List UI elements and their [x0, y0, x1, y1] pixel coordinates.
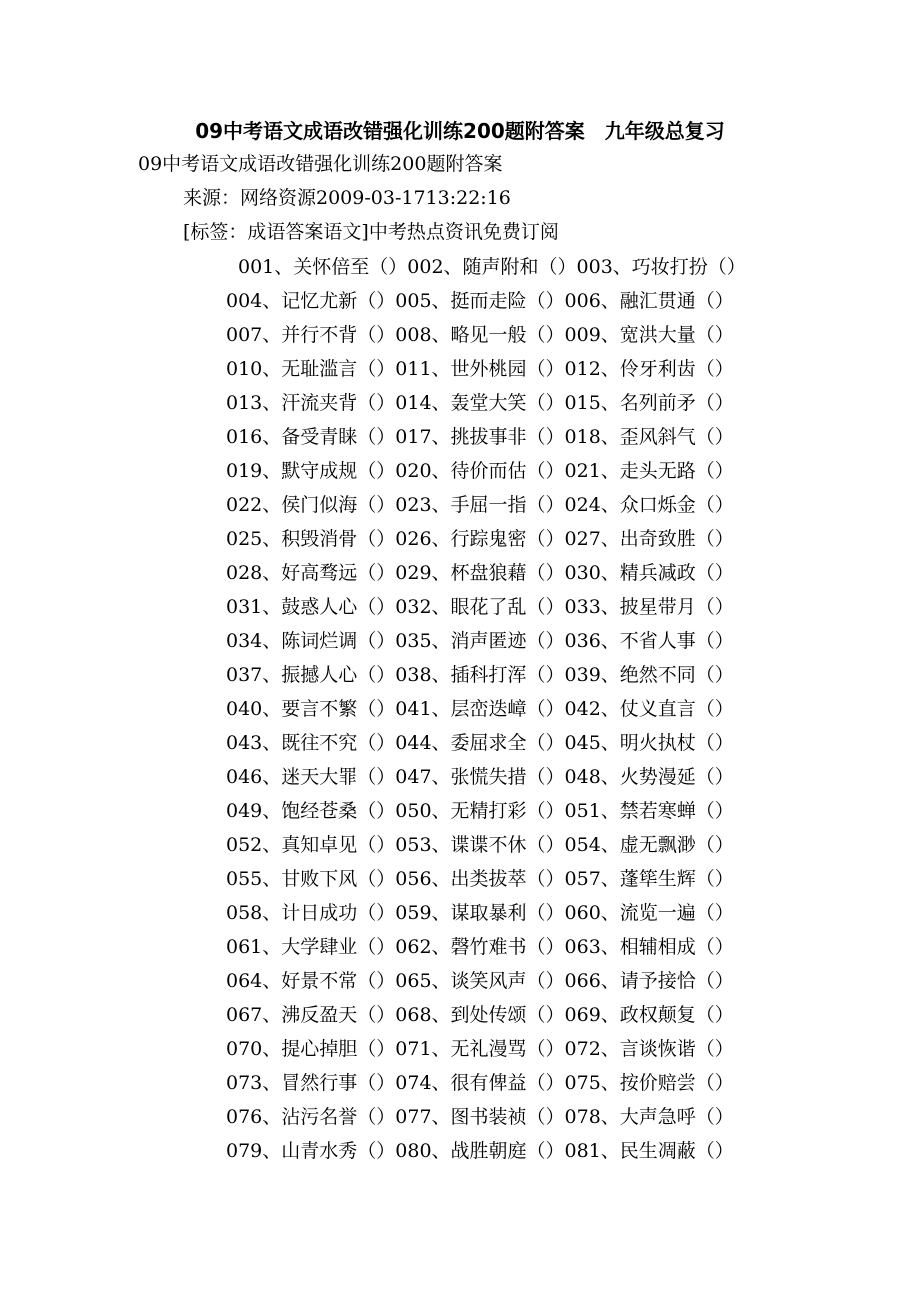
- exercise-row-text: 019、默守成规（）020、待价而估（）021、走头无路（）: [226, 460, 734, 482]
- exercise-row: [0, 1134, 920, 1168]
- exercise-row: [0, 250, 920, 284]
- exercise-row-text: 040、要言不繁（）041、层峦迭嶂（）042、仗义直言（）: [226, 698, 734, 720]
- exercise-row: [0, 794, 920, 828]
- exercise-row-text: 001、关怀倍至（）002、随声附和（）003、巧妆打扮（）: [238, 256, 746, 278]
- exercise-row-text: 013、汗流夹背（）014、轰堂大笑（）015、名列前矛（）: [226, 392, 734, 414]
- exercise-row: [0, 284, 920, 318]
- exercise-row: [0, 726, 920, 760]
- exercise-row-text: 055、甘败下风（）056、出类拔萃（）057、蓬筚生辉（）: [226, 868, 734, 890]
- document-title: 09中考语文成语改错强化训练200题附答案 九年级总复习: [195, 119, 725, 143]
- exercise-row: [0, 352, 920, 386]
- exercise-row: [0, 318, 920, 352]
- tags-line: [标签：成语答案语文]中考热点资讯免费订阅: [183, 221, 559, 243]
- exercise-row: [0, 998, 920, 1032]
- exercise-row: [0, 862, 920, 896]
- exercise-row: [0, 624, 920, 658]
- exercise-row-text: 076、沾污名誉（）077、图书装祯（）078、大声急呼（）: [226, 1106, 734, 1128]
- exercise-row-text: 070、提心掉胆（）071、无礼漫骂（）072、言谈恢谐（）: [226, 1038, 734, 1060]
- exercise-row: [0, 1066, 920, 1100]
- exercise-row-text: 049、饱经苍桑（）050、无精打彩（）051、禁若寒蝉（）: [226, 800, 734, 822]
- exercise-row-text: 052、真知卓见（）053、谍谍不休（）054、虚无飘渺（）: [226, 834, 734, 856]
- exercise-row-text: 007、并行不背（）008、略见一般（）009、宽洪大量（）: [226, 324, 734, 346]
- exercise-row: [0, 420, 920, 454]
- exercise-list: [0, 250, 920, 1168]
- exercise-row: [0, 556, 920, 590]
- exercise-row: [0, 930, 920, 964]
- exercise-row-text: 067、沸反盈天（）068、到处传颂（）069、政权颠复（）: [226, 1004, 734, 1026]
- exercise-row-text: 016、备受青睐（）017、挑拔事非（）018、歪风斜气（）: [226, 426, 734, 448]
- exercise-row-text: 010、无耻滥言（）011、世外桃园（）012、伶牙利齿（）: [226, 358, 734, 380]
- exercise-row-text: 028、好高骛远（）029、杯盘狼藉（）030、精兵减政（）: [226, 562, 734, 584]
- exercise-row: [0, 658, 920, 692]
- exercise-row: [0, 760, 920, 794]
- exercise-row: [0, 692, 920, 726]
- exercise-row-text: 046、迷天大罪（）047、张慌失措（）048、火势漫延（）: [226, 766, 734, 788]
- exercise-row-text: 061、大学肆业（）062、磬竹难书（）063、相辅相成（）: [226, 936, 734, 958]
- exercise-row: [0, 454, 920, 488]
- exercise-row: [0, 1032, 920, 1066]
- source-line: 来源：网络资源2009-03-1713:22:16: [183, 187, 511, 209]
- exercise-row-text: 064、好景不常（）065、谈笑风声（）066、请予接恰（）: [226, 970, 734, 992]
- exercise-row: [0, 488, 920, 522]
- exercise-row-text: 037、振撼人心（）038、插科打浑（）039、绝然不同（）: [226, 664, 734, 686]
- exercise-row: [0, 828, 920, 862]
- exercise-row: [0, 522, 920, 556]
- exercise-row-text: 004、记忆尤新（）005、挺而走险（）006、融汇贯通（）: [226, 290, 734, 312]
- exercise-row: [0, 386, 920, 420]
- exercise-row-text: 034、陈词烂调（）035、消声匿迹（）036、不省人事（）: [226, 630, 734, 652]
- exercise-row-text: 058、计日成功（）059、谋取暴利（）060、流览一遍（）: [226, 902, 734, 924]
- exercise-row: [0, 590, 920, 624]
- exercise-row-text: 031、鼓惑人心（）032、眼花了乱（）033、披星带月（）: [226, 596, 734, 618]
- document-subtitle: 09中考语文成语改错强化训练200题附答案: [138, 153, 503, 175]
- exercise-row-text: 043、既往不究（）044、委屈求全（）045、明火执杖（）: [226, 732, 734, 754]
- exercise-row: [0, 1100, 920, 1134]
- exercise-row-text: 022、侯门似海（）023、手屈一指（）024、众口烁金（）: [226, 494, 734, 516]
- exercise-row-text: 073、冒然行事（）074、很有俾益（）075、按价赔尝（）: [226, 1072, 734, 1094]
- exercise-row: [0, 896, 920, 930]
- exercise-row: [0, 964, 920, 998]
- exercise-row-text: 079、山青水秀（）080、战胜朝庭（）081、民生凋蔽（）: [226, 1140, 734, 1162]
- exercise-row-text: 025、积毁消骨（）026、行踪鬼密（）027、出奇致胜（）: [226, 528, 734, 550]
